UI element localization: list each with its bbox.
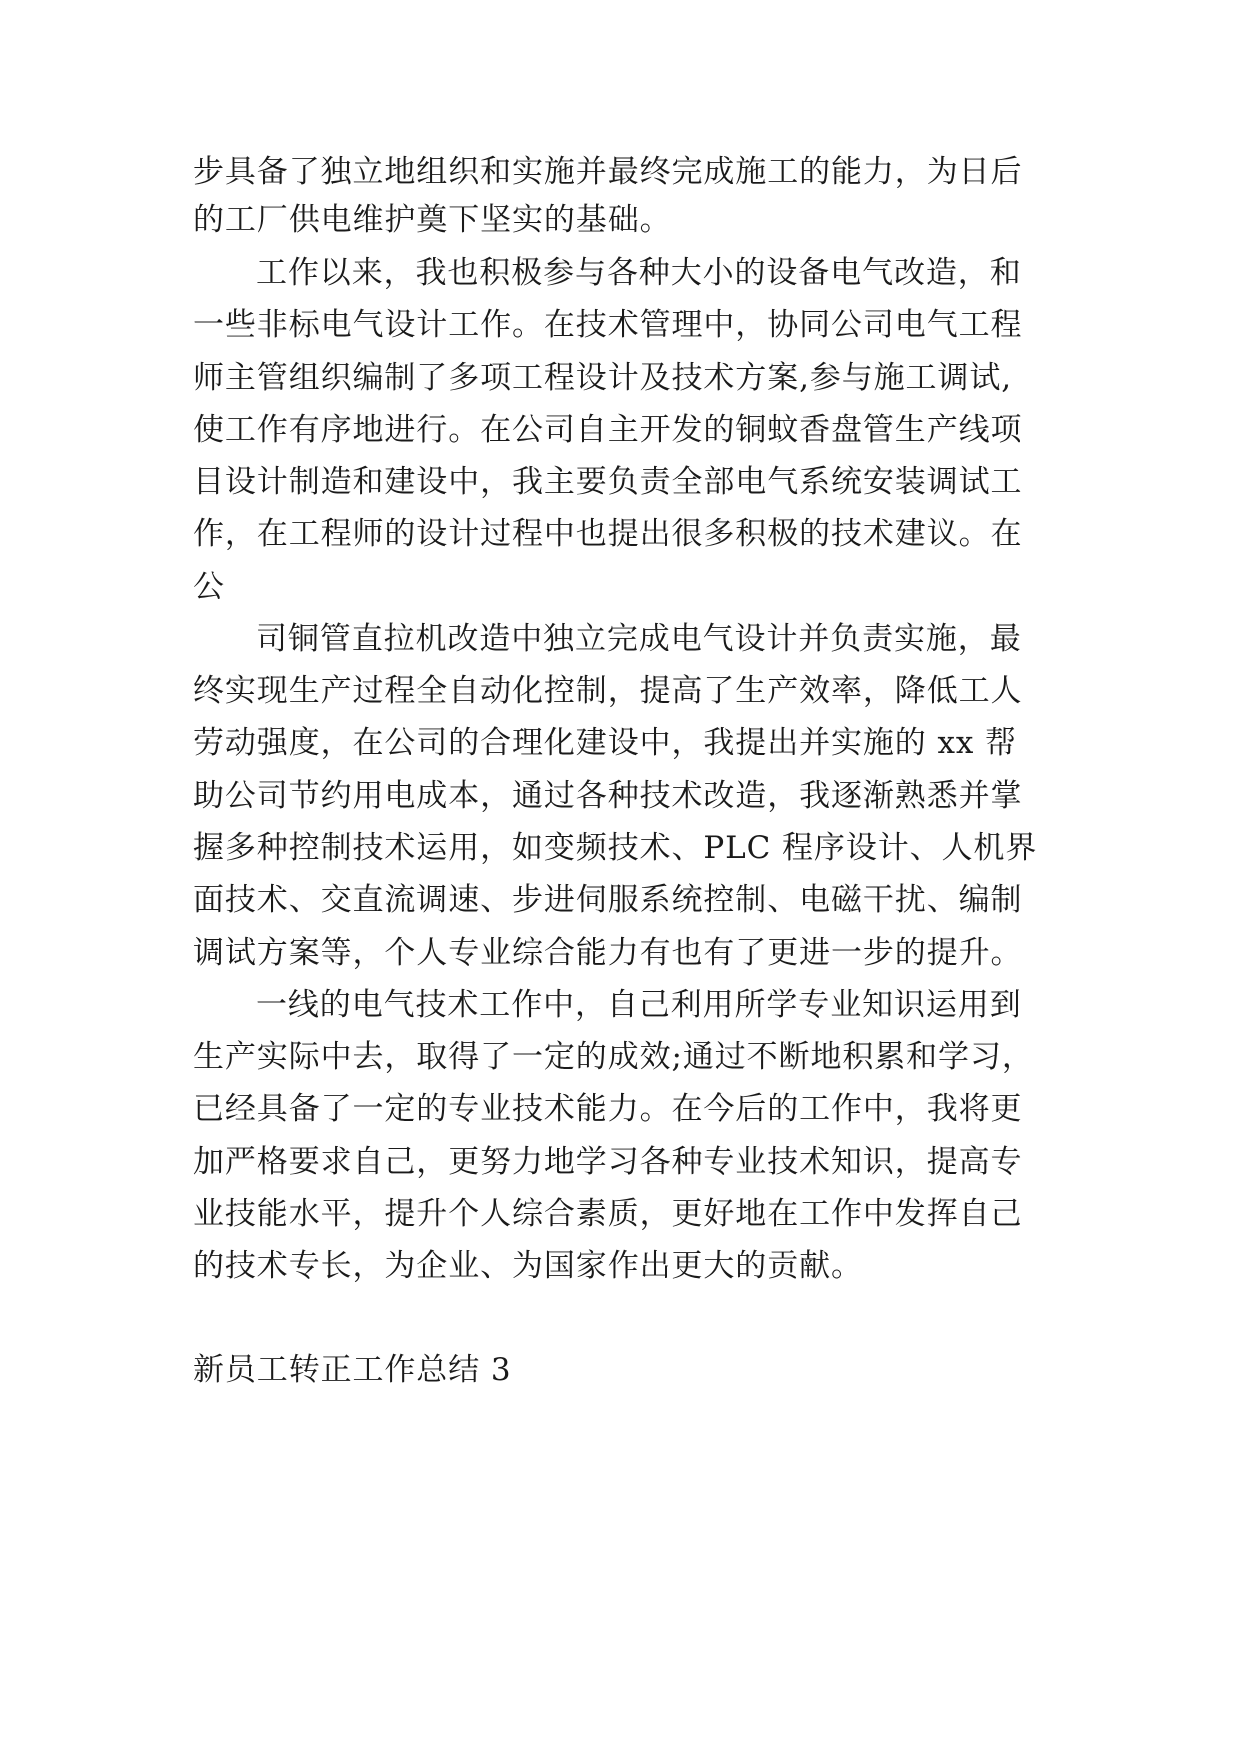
section-heading: 新员工转正工作总结 3 xyxy=(193,1352,512,1388)
text-line: 助公司节约用电成本，通过各种技术改造，我逐渐熟悉并掌 xyxy=(193,778,1023,814)
text-line: 劳动强度，在公司的合理化建设中，我提出并实施的 xx 帮 xyxy=(193,725,1017,761)
text-line: 面技术、交直流调速、步进伺服系统控制、电磁干扰、编制 xyxy=(193,882,1023,918)
text-line: 使工作有序地进行。在公司自主开发的铜蚊香盘管生产线项 xyxy=(193,412,1023,448)
text-line: 目设计制造和建设中，我主要负责全部电气系统安装调试工 xyxy=(193,464,1023,500)
text-line: 已经具备了一定的专业技术能力。在今后的工作中，我将更 xyxy=(193,1091,1023,1127)
text-line: 业技能水平，提升个人综合素质，更好地在工作中发挥自己 xyxy=(193,1196,1023,1232)
text-line: 的技术专长，为企业、为国家作出更大的贡献。 xyxy=(193,1248,863,1284)
text-line: 握多种控制技术运用，如变频技术、PLC 程序设计、人机界 xyxy=(193,830,1038,866)
text-line: 作，在工程师的设计过程中也提出很多积极的技术建议。在 xyxy=(193,516,1023,552)
text-line: 公 xyxy=(193,569,225,605)
text-line: 调试方案等，个人专业综合能力有也有了更进一步的提升。 xyxy=(193,935,1023,971)
text-line: 一些非标电气设计工作。在技术管理中，协同公司电气工程 xyxy=(193,307,1023,343)
text-line: 师主管组织编制了多项工程设计及技术方案,参与施工调试, xyxy=(193,360,1013,396)
text-line: 终实现生产过程全自动化控制，提高了生产效率，降低工人 xyxy=(193,673,1023,709)
text-line: 的工厂供电维护奠下坚实的基础。 xyxy=(193,202,672,238)
text-line: 加严格要求自己，更努力地学习各种专业技术知识，提高专 xyxy=(193,1144,1023,1180)
paragraph-first-line: 工作以来，我也积极参与各种大小的设备电气改造，和 xyxy=(256,255,1022,291)
paragraph-first-line: 一线的电气技术工作中，自己利用所学专业知识运用到 xyxy=(256,987,1022,1023)
text-line: 步具备了独立地组织和实施并最终完成施工的能力，为日后 xyxy=(193,154,1023,190)
text-line: 生产实际中去，取得了一定的成效;通过不断地积累和学习， xyxy=(193,1039,1034,1075)
paragraph-first-line: 司铜管直拉机改造中独立完成电气设计并负责实施，最 xyxy=(256,621,1022,657)
